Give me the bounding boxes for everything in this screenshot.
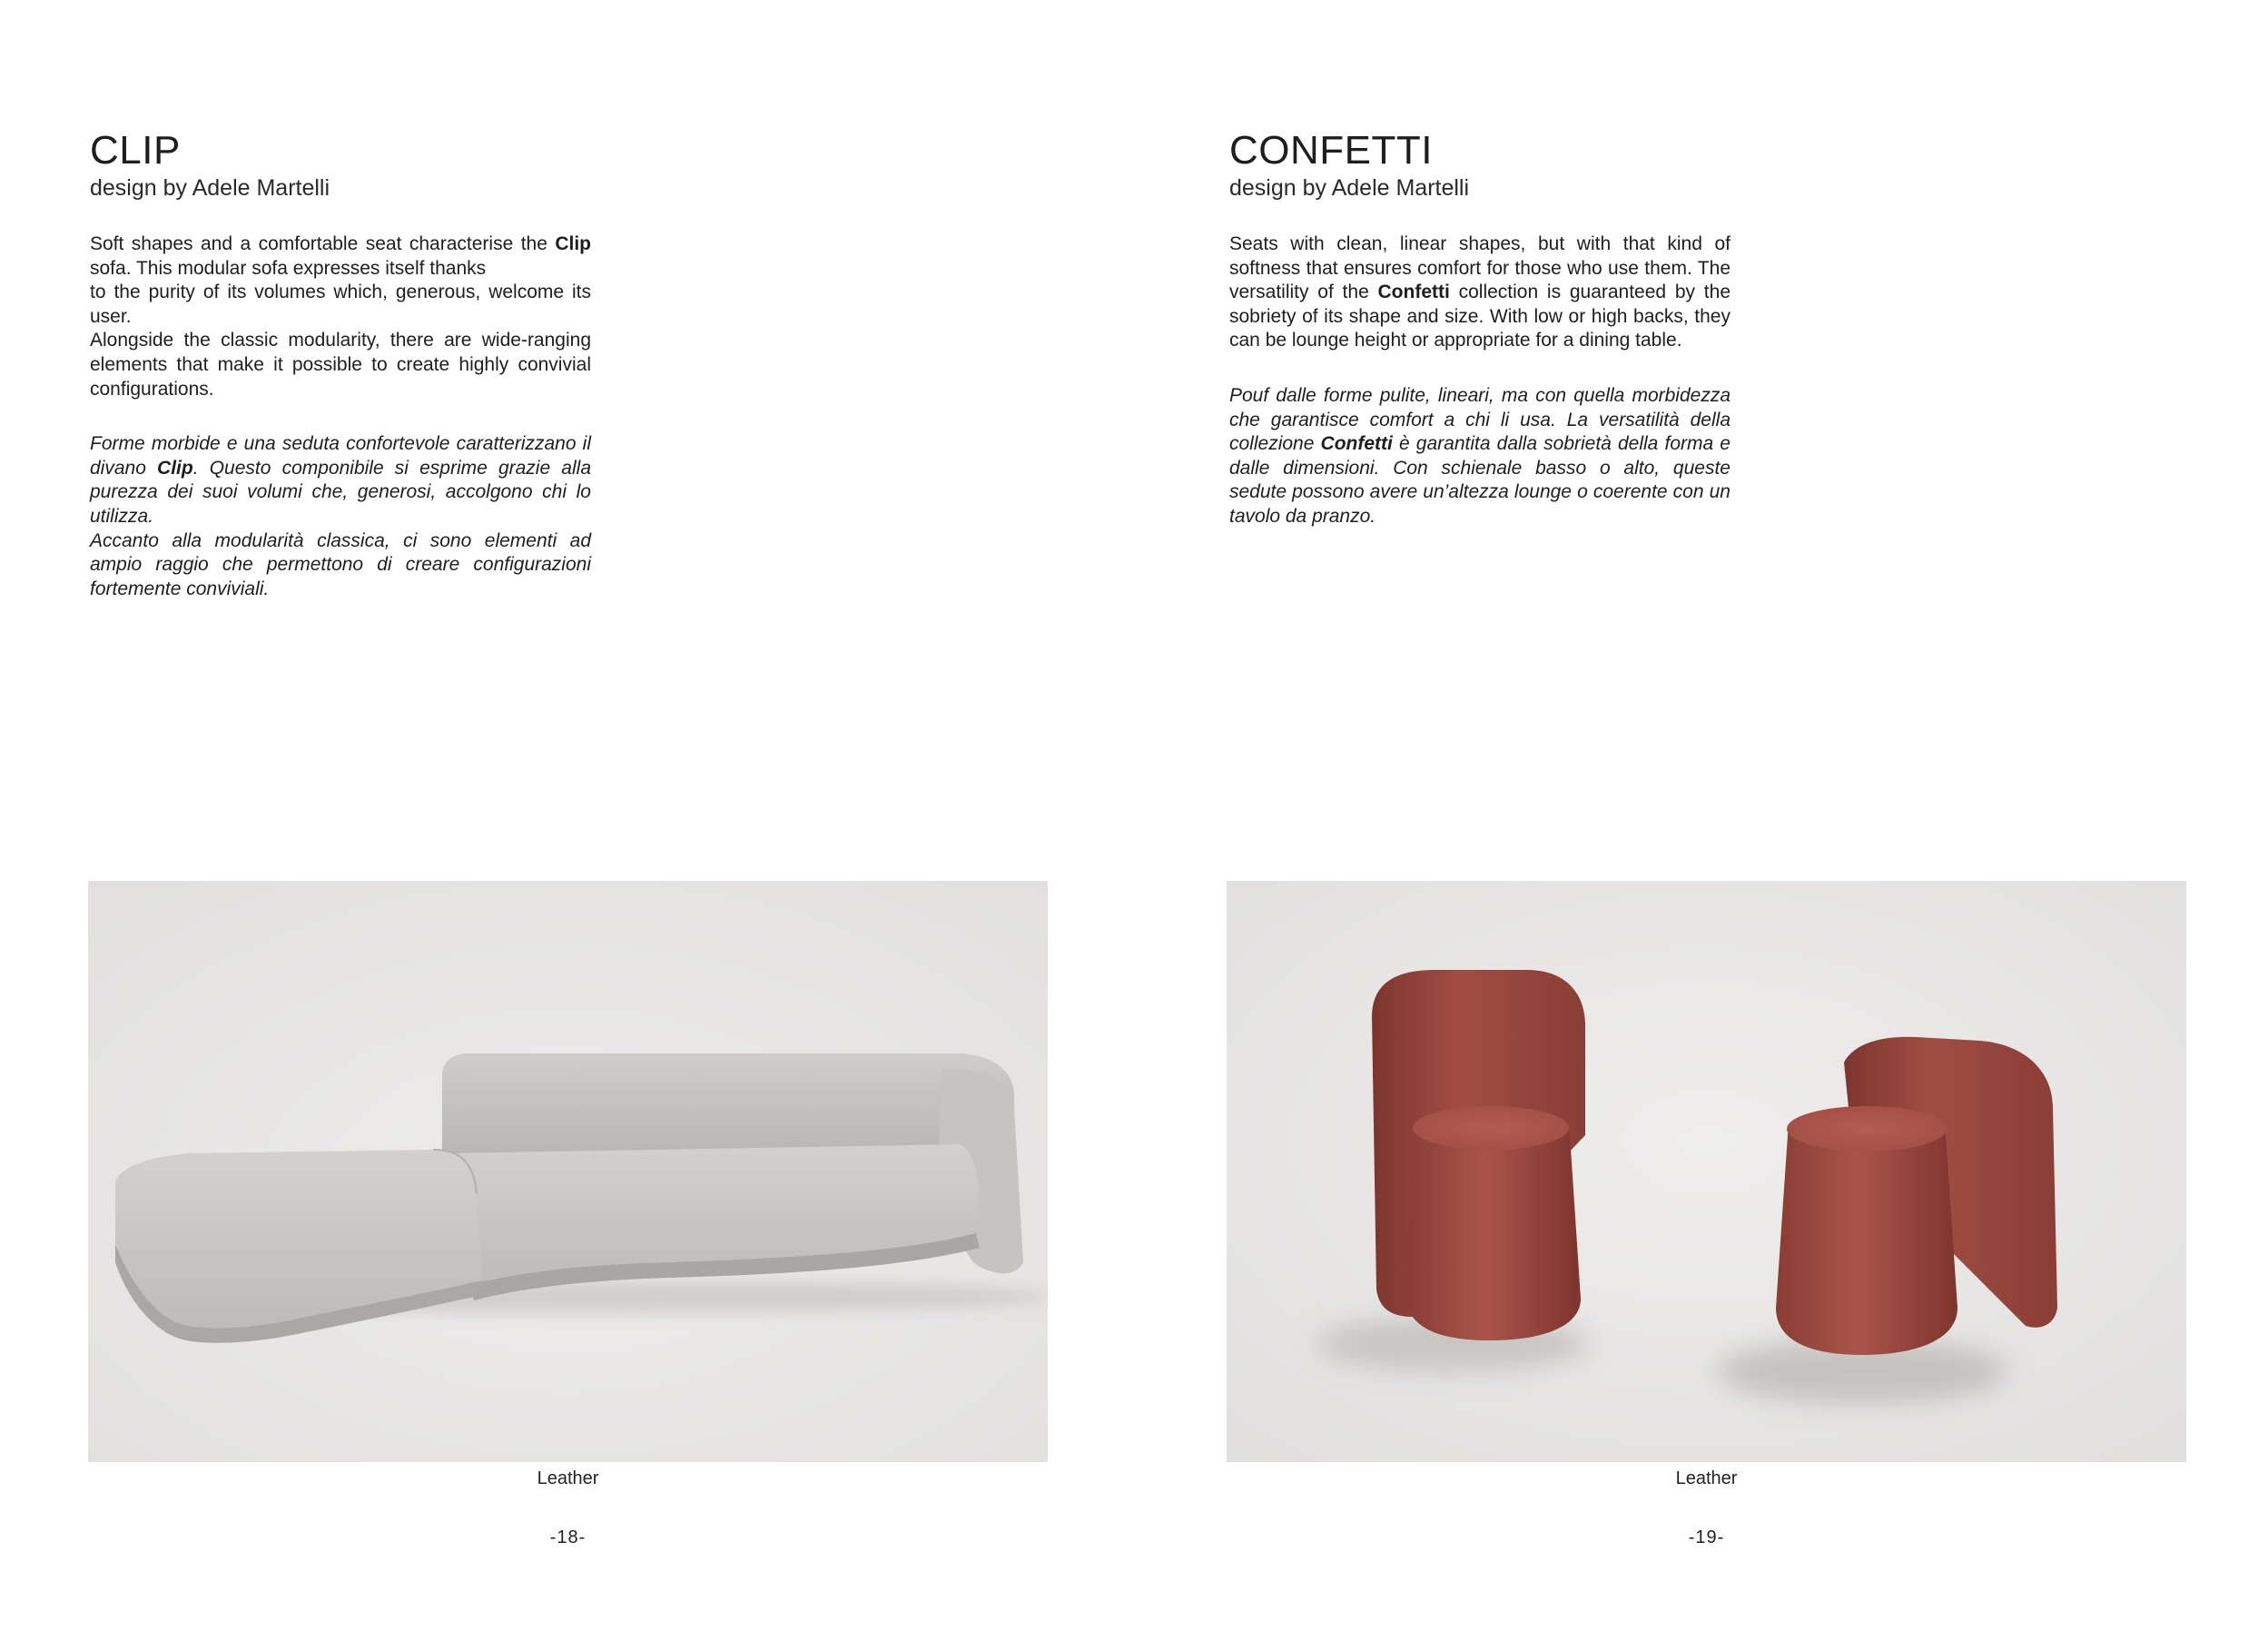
confetti-en-bold: Confetti xyxy=(1377,282,1450,303)
clip-it-text-2: . Questo componibile si esprime grazie alla purezza dei suoi volumi che, generosi, accolgono chi lo utilizza. xyxy=(90,457,592,527)
clip-en-text-1: Soft shapes and a comfortable seat characterise the xyxy=(90,233,556,254)
clip-en-bold: Clip xyxy=(555,233,591,254)
clip-en-text-3: to the purity of its volumes which, generous, welcome its user. xyxy=(90,282,591,327)
clip-sofa-illustration xyxy=(88,881,1048,1462)
confetti-chairs-photo xyxy=(1227,881,2186,1462)
clip-caption: Leather xyxy=(537,1468,599,1488)
confetti-designer: design by Adele Martelli xyxy=(1229,175,1470,201)
clip-designer: design by Adele Martelli xyxy=(90,175,330,201)
confetti-description-italian xyxy=(1229,384,1731,529)
confetti-title: CONFETTI xyxy=(1229,128,1433,173)
confetti-description-english xyxy=(1229,232,1731,353)
confetti-it-text-2: è garantita dalla sobrietà della forma e dalle dimensioni. Con schienale basso o alto, queste sedute possono avere un’altezza lounge o coerente con un tavolo da pranzo. xyxy=(1229,433,1731,527)
confetti-text-column xyxy=(1229,127,1731,529)
confetti-chairs-illustration xyxy=(1227,881,2186,1462)
clip-description-english xyxy=(90,232,591,401)
clip-it-text-1: Forme morbide e una seduta confortevole caratterizzano il divano xyxy=(90,433,591,479)
confetti-en-text-2: collection is guaranteed by the sobriety of its shape and size. With low or high backs, they can be lounge height or appropriate for a dining table. xyxy=(1229,282,1731,351)
clip-it-text-3: Accanto alla modularità classica, ci sono elementi ad ampio raggio che permettono di creare configurazioni fortemente conviviali. xyxy=(90,529,591,599)
confetti-caption: Leather xyxy=(1675,1468,1738,1488)
clip-en-text-4: Alongside the classic modularity, there are wide-ranging elements that make it possible to create highly convivial configurations. xyxy=(90,330,591,400)
clip-it-bold: Clip xyxy=(157,457,193,479)
clip-description-italian xyxy=(90,432,591,601)
clip-title: CLIP xyxy=(90,128,181,173)
confetti-it-text-1: Pouf dalle forme pulite, lineari, ma con quella morbidezza che garantisce comfort a chi li usa. La versatilità della collezione xyxy=(1229,384,1731,455)
clip-en-text-2: sofa. This modular sofa expresses itself thanks xyxy=(90,257,487,279)
clip-sofa-photo xyxy=(88,881,1048,1462)
confetti-it-bold: Confetti xyxy=(1320,433,1393,455)
page-right xyxy=(1134,0,2268,1631)
page-number-left: -18- xyxy=(549,1527,587,1547)
clip-text-column xyxy=(90,127,591,601)
page-number-right: -19- xyxy=(1688,1527,1725,1547)
confetti-en-text-1: Seats with clean, linear shapes, but with that kind of softness that ensures comfort for those who use them. The versatility of the xyxy=(1229,233,1731,303)
